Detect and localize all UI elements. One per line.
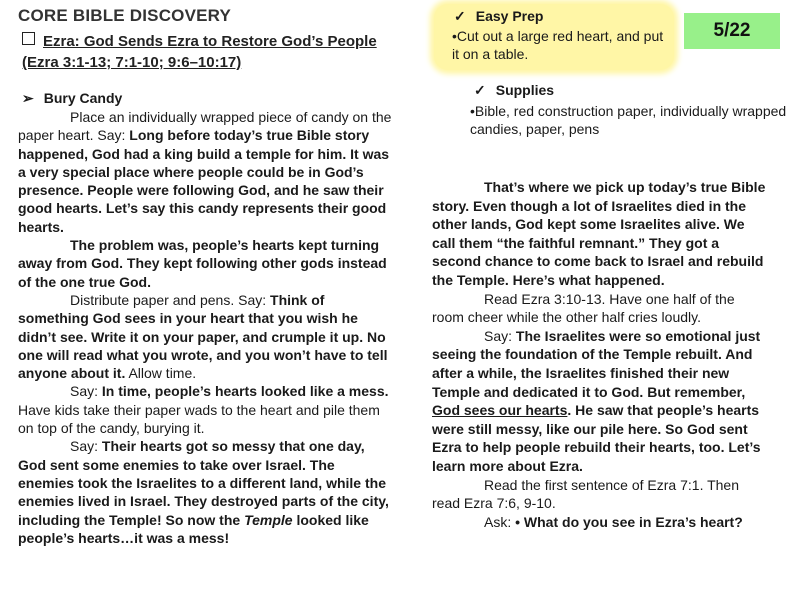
supplies-heading (474, 82, 554, 99)
easy-prep-heading-text: Easy Prep (475, 8, 544, 24)
paragraph: Distribute paper and pens. Say: Think of something God sees in your heart that you wish he didn’t see. Write it on your paper, and crumple it up. No one will read what you wrote, and you won’t have to tell anyone about it. Allow time. (18, 291, 388, 382)
paragraph: Say: The Israelites were so emotional just seeing the foundation of the Temple rebuilt. And after a while, the Israelites finished their new Temple and dedicated it to God. But remember, God sees our hearts. He saw that people’s hearts were still messy, like our pile here. So God sent Ezra to help people rebuild their hearts, too. Let’s learn more about Ezra. (432, 327, 761, 474)
supplies-heading-text: Supplies (495, 82, 555, 98)
paragraph: The problem was, people’s hearts kept turning away from God. They kept following other gods instead of the one true God. (18, 237, 387, 290)
checkmark-icon: ✓ (454, 8, 466, 24)
paragraph: Say: In time, people’s hearts looked like a mess. Have kids take their paper wads to the heart and pile them on top of the candy, burying it. (18, 383, 389, 437)
easy-prep-heading (454, 8, 543, 25)
lesson-title-text: Ezra: God Sends Ezra to Restore God’s People (Ezra 3:1-13; 7:1-10; 9:6–10:17) (22, 33, 377, 71)
activity-heading-text: Bury Candy (43, 90, 123, 106)
paragraph: Say: Their hearts got so messy that one day, God sent some enemies to take over Israel. The enemies took the Israelites to a different land, while the enemies lived in Israel. They destroyed parts of the city, including the Temple! So now the Temple looked like people’s hearts…it was a mess! (18, 438, 389, 546)
page-title: CORE BIBLE DISCOVERY (18, 6, 232, 25)
paragraph: Read Ezra 3:10-13. Have one half of the room cheer while the other half cries loudly. (432, 290, 735, 326)
supplies-body: •Bible, red construction paper, individually wrapped candies, paper, pens (470, 103, 787, 137)
easy-prep-body: •Cut out a large red heart, and put it on a table. (452, 28, 664, 62)
checkmark-icon: ✓ (474, 82, 486, 98)
paragraph: That’s where we pick up today’s true Bible story. Even though a lot of Israelites died in the other lands, God kept some Israelites alive. We call them “the faithful remnant.” They got a second chance to come back to Israel and rebuild the Temple. Here’s what happened. (432, 179, 766, 288)
activity-heading (22, 90, 122, 107)
paragraph: Ask: • What do you see in Ezra’s heart? (484, 513, 743, 530)
arrow-bullet-icon: ➢ (22, 90, 34, 106)
left-column (18, 108, 393, 547)
paragraph: Read the first sentence of Ezra 7:1. Then read Ezra 7:6, 9-10. (432, 476, 740, 512)
lesson-title (22, 31, 402, 73)
right-column (432, 178, 768, 531)
paragraph: Place an individually wrapped piece of candy on the paper heart. Say: Long before today’s true Bible story happened, God had a king build a temple for him. It was a very special place where people could be in God’s presence. People were following God, and he saw their good hearts. Let’s say this candy represents their good hearts. (18, 109, 392, 235)
checkbox-icon (22, 32, 35, 45)
date-badge: 5/22 (684, 13, 780, 49)
